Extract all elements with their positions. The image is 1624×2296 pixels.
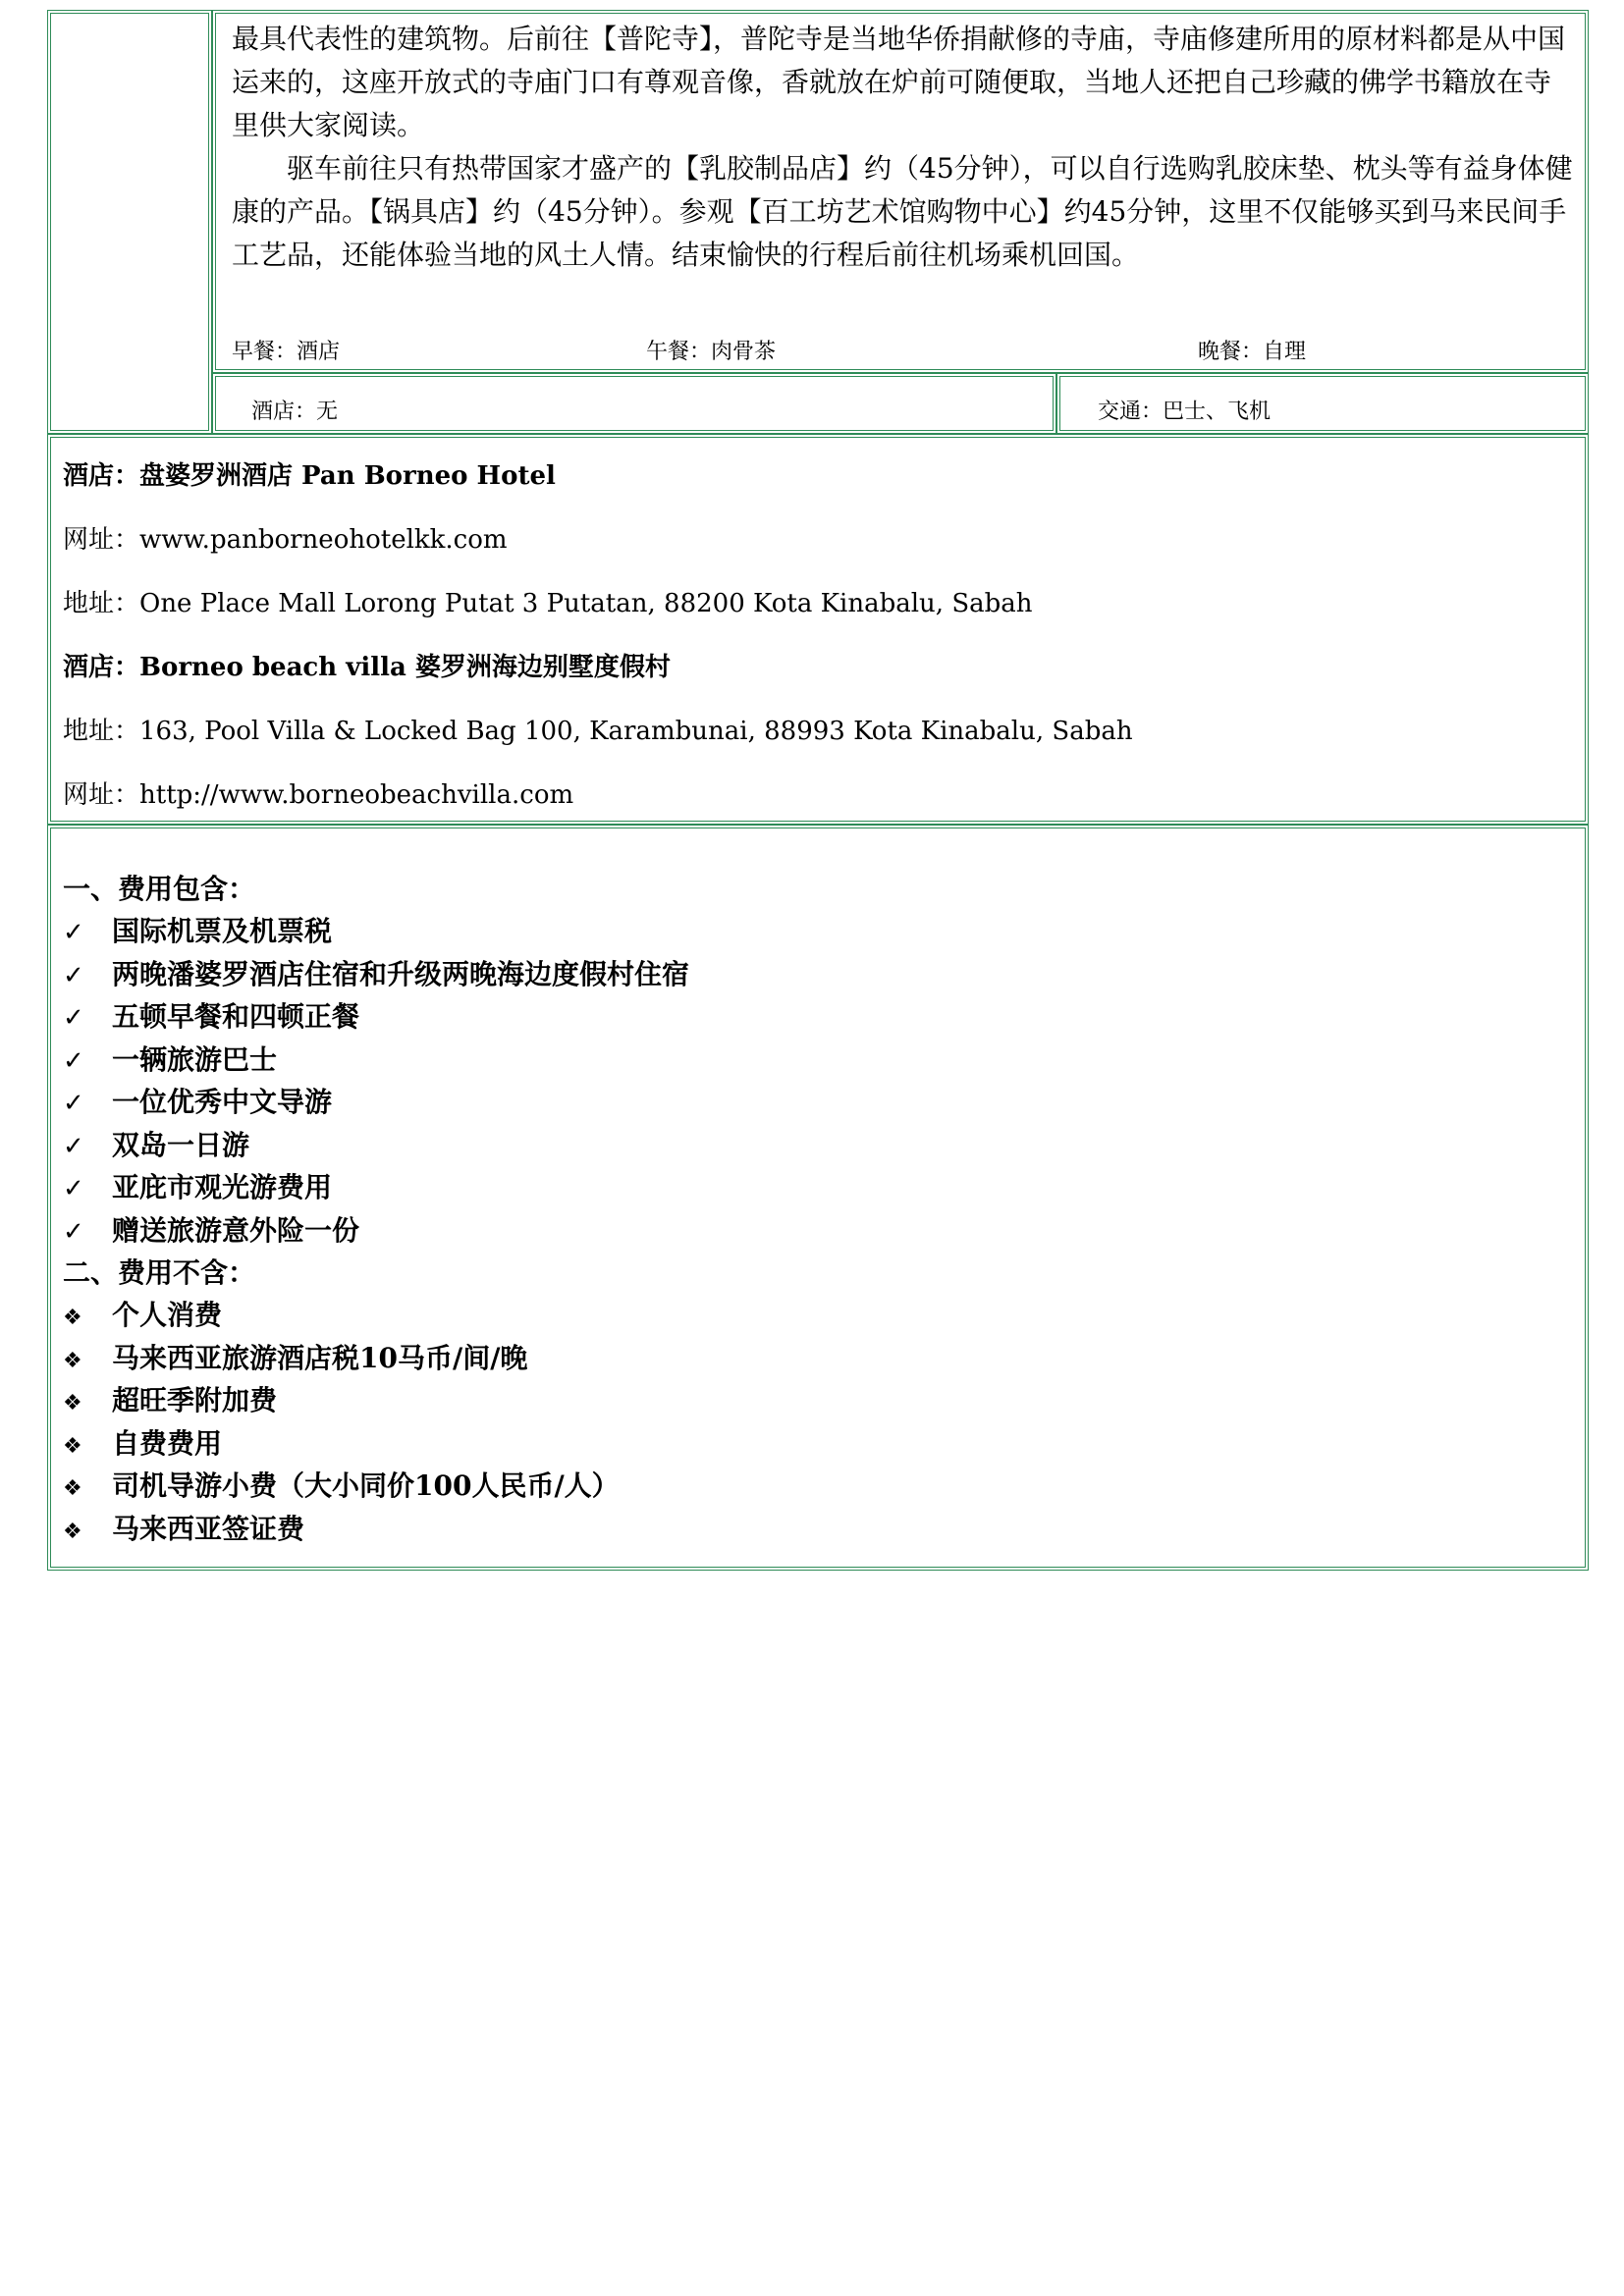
breakfast-label: 早餐：酒店 xyxy=(232,340,341,364)
diamond-bullet-icon: ❖ xyxy=(63,1306,82,1330)
hotel2-address: 地址：163, Pool Villa & Locked Bag 100, Karambunai, 88993 Kota Kinabalu, Sabah xyxy=(63,717,1133,746)
check-icon: ✓ xyxy=(63,1174,84,1203)
diamond-bullet-icon: ❖ xyxy=(63,1348,82,1373)
list-item xyxy=(63,1379,620,1422)
excluded-list xyxy=(63,1294,620,1550)
list-item xyxy=(63,1039,689,1082)
diamond-bullet-icon: ❖ xyxy=(63,1391,82,1415)
included-heading: 一、费用包含： xyxy=(63,873,256,905)
list-item-label: 个人消费 xyxy=(112,1299,223,1331)
diamond-bullet-icon: ❖ xyxy=(63,1519,82,1544)
check-icon: ✓ xyxy=(63,1216,84,1247)
excluded-heading: 二、费用不含： xyxy=(63,1256,256,1289)
list-item xyxy=(63,1422,620,1466)
list-item-label: 两晚潘婆罗酒店住宿和升级两晚海边度假村住宿 xyxy=(112,957,690,990)
check-icon: ✓ xyxy=(63,1131,84,1161)
list-item xyxy=(63,1337,620,1380)
diamond-bullet-icon: ❖ xyxy=(63,1476,82,1501)
fees-section xyxy=(47,825,1589,1571)
lunch-label: 午餐：肉骨茶 xyxy=(646,340,777,364)
list-item xyxy=(63,1465,620,1508)
hotel2-name: 酒店：Borneo beach villa 婆罗洲海边别墅度假村 xyxy=(63,653,671,682)
list-item-label: 五顿早餐和四顿正餐 xyxy=(112,1000,360,1033)
list-item xyxy=(63,1124,689,1167)
list-item xyxy=(63,953,689,996)
list-item-label: 亚庇市观光游费用 xyxy=(112,1171,333,1203)
diamond-bullet-icon: ❖ xyxy=(63,1433,82,1459)
list-item xyxy=(63,910,689,953)
list-item-label: 自费费用 xyxy=(112,1426,223,1460)
check-icon: ✓ xyxy=(63,918,84,947)
hotels-section xyxy=(47,434,1589,825)
day-paragraph-2: 驱车前往只有热带国家才盛产的【乳胶制品店】约（45分钟），可以自行选购乳胶床垫、枕头等有益身体健康的产品。【锅具店】约（45分钟）。参观【百工坊艺术馆购物中心】约45分钟，这里不仅能够买到马来民间手工艺品，还能体验当地的风土人情。结束愉快的行程后前往机场乘机回国。 xyxy=(232,152,1573,271)
list-item-label: 司机导游小费（大小同价100人民币/人） xyxy=(112,1469,620,1502)
list-item xyxy=(63,1166,689,1209)
list-item xyxy=(63,1294,620,1337)
day-label-cell xyxy=(47,10,212,434)
list-item xyxy=(63,995,689,1039)
list-item-label: 马来西亚旅游酒店税10马币/间/晚 xyxy=(112,1341,528,1374)
included-list xyxy=(63,910,689,1252)
hotel2-website: 网址：http://www.borneobeachvilla.com xyxy=(63,780,574,810)
hotel1-name: 酒店：盘婆罗洲酒店 Pan Borneo Hotel xyxy=(63,461,556,491)
day-transport-cell xyxy=(1056,373,1589,434)
day-hotel-cell xyxy=(212,373,1056,434)
hotel1-website: 网址：www.panborneohotelkk.com xyxy=(63,525,508,555)
list-item-label: 双岛一日游 xyxy=(112,1128,250,1161)
day-paragraph-1: 最具代表性的建筑物。后前往【普陀寺】，普陀寺是当地华侨捐献修的寺庙，寺庙修建所用的原材料都是从中国运来的，这座开放式的寺庙门口有尊观音像，香就放在炉前可随便取，当地人还把自己珍藏的佛学书籍放在寺里供大家阅读。 xyxy=(232,23,1566,141)
hotel1-address: 地址：One Place Mall Lorong Putat 3 Putatan, 88200 Kota Kinabalu, Sabah xyxy=(63,589,1033,618)
list-item xyxy=(63,1209,689,1253)
check-icon: ✓ xyxy=(63,1089,84,1118)
list-item xyxy=(63,1081,689,1124)
day-description-cell xyxy=(212,10,1589,373)
check-icon: ✓ xyxy=(63,1003,84,1033)
list-item-label: 马来西亚签证费 xyxy=(112,1512,305,1545)
check-icon: ✓ xyxy=(63,960,84,990)
list-item-label: 国际机票及机票税 xyxy=(112,915,333,947)
check-icon: ✓ xyxy=(63,1045,84,1076)
dinner-label: 晚餐：自理 xyxy=(1198,340,1307,364)
day-transport-label: 交通：巴士、飞机 xyxy=(1098,400,1272,424)
list-item-label: 赠送旅游意外险一份 xyxy=(112,1213,360,1247)
list-item xyxy=(63,1508,620,1551)
list-item-label: 一辆旅游巴士 xyxy=(112,1042,278,1076)
list-item-label: 一位优秀中文导游 xyxy=(112,1086,333,1118)
list-item-label: 超旺季附加费 xyxy=(112,1384,278,1416)
day-hotel-label: 酒店：无 xyxy=(251,400,339,424)
